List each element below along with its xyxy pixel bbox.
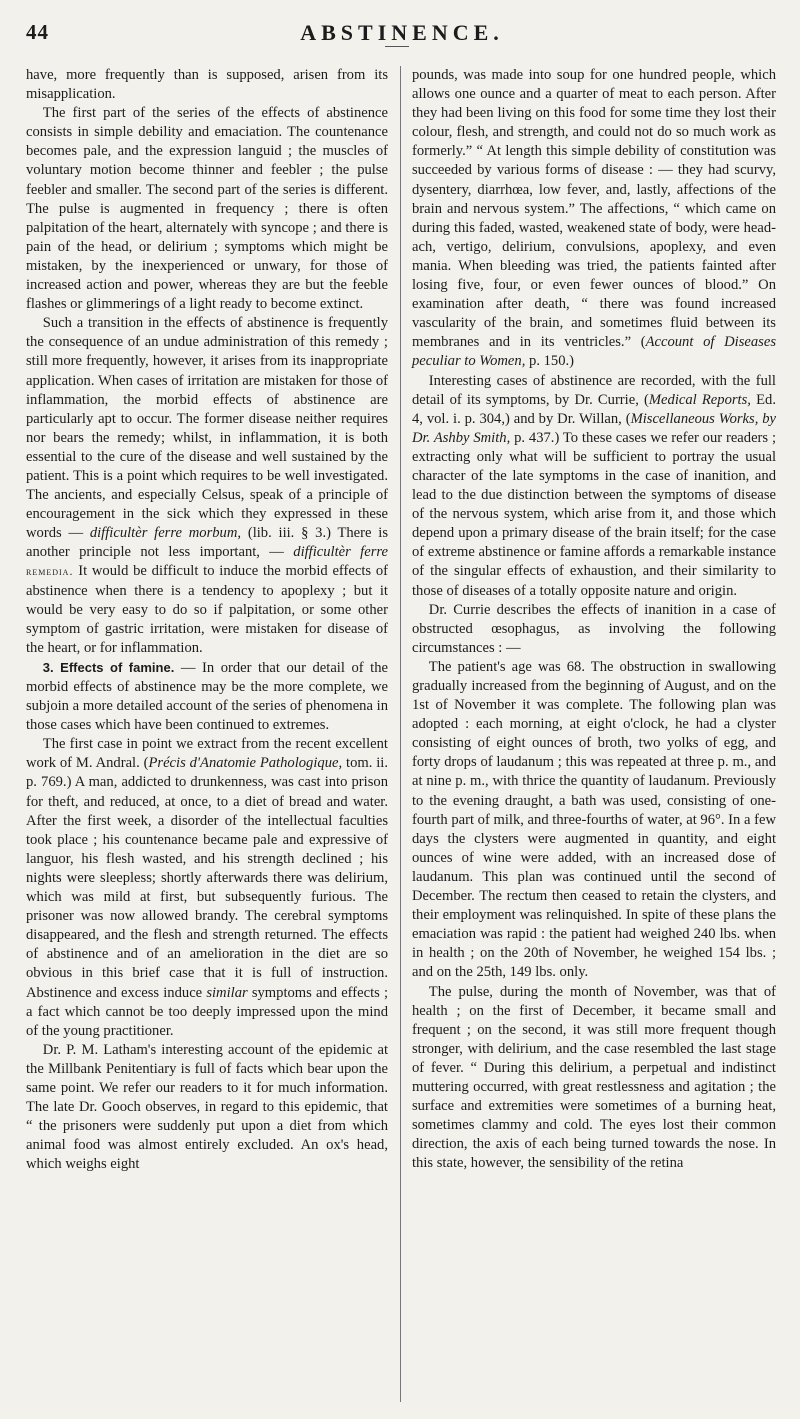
running-head: ABSTINENCE. xyxy=(300,20,504,45)
paragraph: have, more frequently than is supposed, arisen from its misapplication. xyxy=(26,67,388,103)
column-divider xyxy=(400,66,401,1402)
latin-phrase: difficultèr ferre morbum, xyxy=(89,525,242,542)
page-header xyxy=(26,20,778,54)
right-column xyxy=(412,66,776,1173)
paragraph: The first case in point we extract from the recent excellent work of M. Andral. (Précis d'Anatomie Pathologique, tom. ii. p. 769.) A man, addicted to drunkenness, was cast into prison for theft, and reduced, at once, to a diet of bread and water. After the first week, a disorder of the intellectual faculties took place ; his countenance became pale and expressive of languor, his flesh wasted, and his strength declined ; his nights were sleepless; shortly afterwards there was delirium, which was mild at first, but subsequently furious. The prisoner was now allowed brandy. The cerebral symptoms disappeared, and the flesh and strength returned. The effects of abstinence and of an amelioration in the diet are so obvious in this brief case that it is full of instruction. Abstinence and excess induce similar symptoms and effects ; a fact which cannot be too deeply impressed upon the mind of the young practitioner. xyxy=(26,736,389,1039)
left-column xyxy=(26,66,388,1174)
paragraph: Interesting cases of abstinence are recorded, with the full detail of its symptoms, by Dr. Currie, (Medical Reports, Ed. 4, vol. i. p. 304,) and by Dr. Willan, (Miscellaneous Works, by Dr. Ashby Smith, p. 437.) To these cases we refer our readers ; extracting only what will be sufficient to portray the usual character of the late symptoms in the case of inanition, and lead to the due distinction between the symptoms of disease of the nervous system, which arise from it, and those which depend upon a primary disease of the brain itself; for the case of extreme abstinence or famine affords a remarkable instance of the singular effects of exhaustion, and their similarity to those of diseases of a totally opposite nature and origin. xyxy=(412,372,777,599)
citation: Medical Reports, xyxy=(648,391,751,408)
page-number: 44 xyxy=(26,20,49,44)
paragraph: Dr. Currie describes the effects of inanition in a case of obstructed œsophagus, as involving the following circumstances : — xyxy=(412,601,776,656)
section-paragraph: 3. Effects of famine. — In order that our detail of the morbid effects of abstinence may be the more complete, we subjoin a more detailed account of the series of phenomena in those cases which have been continued to extremes. xyxy=(26,659,388,734)
citation: Précis d'Anatomie Pathologique, xyxy=(148,755,343,772)
citation: Miscellaneous Works, by Dr. Ashby Smith, xyxy=(412,410,777,446)
paragraph: Dr. P. M. Latham's interesting account of the epidemic at the Millbank Penitentiary is full of facts which bear upon the same point. We refer our readers to it for much information. The late Dr. Gooch observes, in regard to this epidemic, that “ the prisoners were suddenly put upon a diet from which animal food was almost entirely excluded. An ox's head, which weighs eight xyxy=(26,1041,388,1173)
section-title: Effects of famine. xyxy=(60,659,175,675)
citation: Account of Diseases peculiar to Women, xyxy=(412,334,776,370)
small-caps-word: remedia. xyxy=(26,564,74,579)
emphasis: similar xyxy=(206,984,248,1001)
paragraph: Such a transition in the effects of abstinence is frequently the consequence of an undue administration of this remedy ; still more frequently, however, it arises from its inappropriate application. When cases of irritation are mistaken for those of inflammation, the morbid effects of abstinence are particularly apt to occur. The former disease neither requires nor bears the remedy; whilst, in inflammation, it is both essential to the cure of the disease and well sustained by the patient. This is a point which requires to be well investigated. The ancients, and especially Celsus, speak of a principle of encouragement in the sick which they expressed in these words — difficultèr ferre morbum, (lib. iii. § 3.) There is another principle not less important, — difficultèr ferre remedia. It would be difficult to induce the morbid effects of abstinence when there is a tendency to apoplexy ; but it would be very easy to do so if palpitation, or some other symptom of gastric irritation, were mistaken for disease of the heart, or for inflammation. xyxy=(26,315,388,656)
header-ornament-rule xyxy=(385,46,409,47)
paragraph: The first part of the series of the effects of abstinence consists in simple debility and emaciation. The countenance becomes pale, and the expression languid ; the muscles of voluntary motion become thinner and feebler ; the pulse feebler and smaller. The second part of the series is different. The pulse is augmented in frequency ; there is often palpitation of the heart, alternately with syncope ; and there is pain of the head, or delirium ; symptoms which might be mistaken, by the inexperienced or unwary, for those of increased action and power, whereas they are but the feeble flashes or glimmerings of a light ready to become extinct. xyxy=(26,105,388,313)
paragraph: The pulse, during the month of November, was that of health ; on the first of December, it became small and frequent ; on the second, it was still more frequent though stronger, with delirium, and the case resembled the last stage of fever. “ During this delirium, a perpetual and indistinct muttering occurred, with great restlessness and agitation ; the surface and extremities were sometimes of a burning heat, sometimes clammy and cold. The eyes lost their common direction, the axis of each being turned towards the nose. In this state, however, the sensibility of the retina xyxy=(412,983,776,1172)
latin-phrase: difficultèr ferre xyxy=(293,544,388,561)
section-number: 3. xyxy=(42,659,54,675)
paragraph: pounds, was made into soup for one hundred people, which allows one ounce and a quarter of meat to each person. After they had been living on this food for some time they lost their colour, flesh, and strength, and could not do so much work as formerly.” “ At length this simple debility of constitution was succeeded by various forms of disease : — they had scurvy, dysentery, diarrhœa, low fever, and, lastly, affections of the brain and nervous system.” The affections, “ which came on during this faded, wasted, weakened state of body, were head-ach, vertigo, delirium, convulsions, apoplexy, and even mania. When bleeding was tried, the patients fainted after losing five, four, or even fewer ounces of blood.” On examination after death, “ there was found increased vascularity of the brain, and sometimes fluid between its membranes and in its ventricles.” (Account of Diseases peculiar to Women, p. 150.) xyxy=(412,67,776,370)
paragraph: The patient's age was 68. The obstruction in swallowing gradually increased from the beginning of August, and on the 1st of November it was complete. The following plan was adopted : each morning, at eight o'clock, he had a clyster consisting of eight ounces of broth, two yolks of egg, and forty drops of laudanum ; this was repeated at three p. m., and at nine p. m., with thrice the quantity of laudanum. Previously to the evening draught, a bath was used, consisting of one-fourth part of milk, and three-fourths of water, at 96°. In a few days the clysters were augmented in quantity, and eight ounces of wine were added, with an increased dose of laudanum. This plan was continued until the second of December. The rectum then ceased to retain the clysters, and their employment was relinquished. In spite of these plans the emaciation was rapid : the patient had weighed 240 lbs. when in health ; on the 20th of November, he weighed 154 lbs. ; and on the 25th, 149 lbs. only. xyxy=(412,658,776,981)
